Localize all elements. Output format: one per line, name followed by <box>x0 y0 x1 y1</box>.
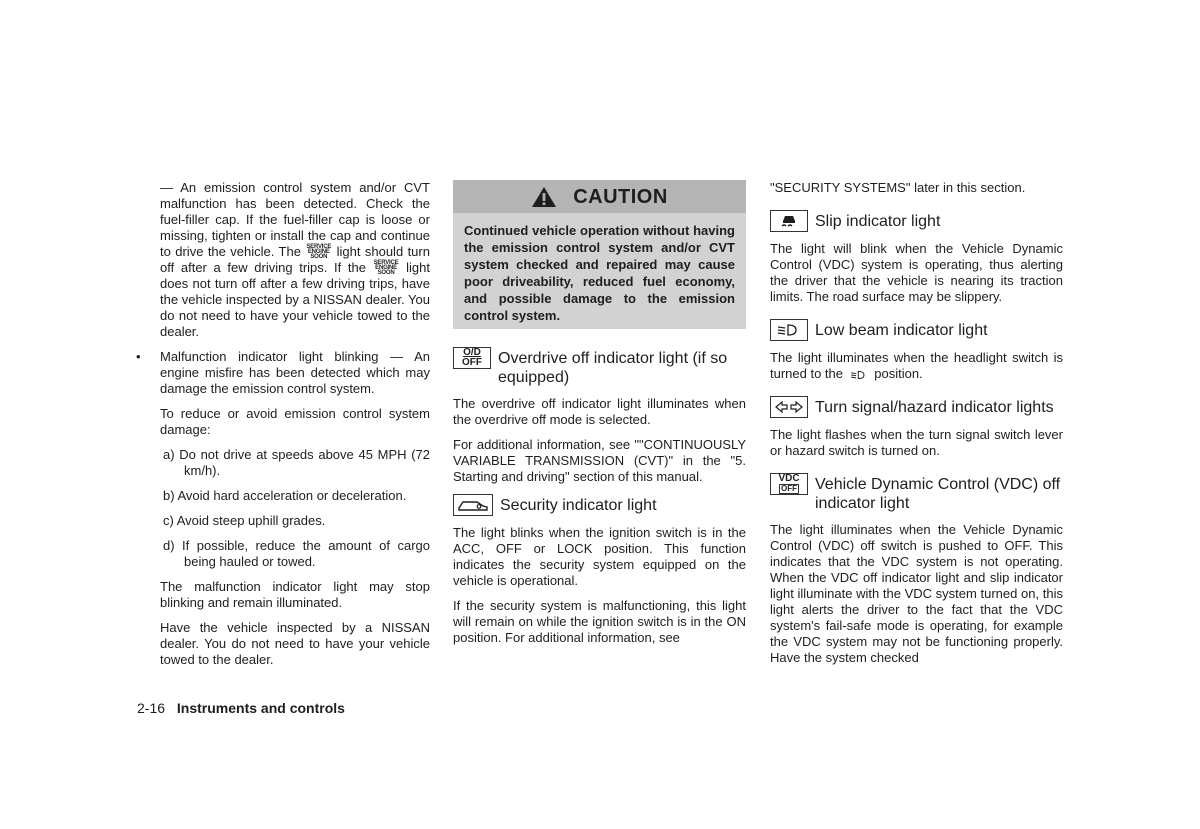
warning-triangle-icon <box>531 186 557 208</box>
paragraph: The malfunction indicator light may stop blinking and remain illuminated. <box>160 579 430 611</box>
paragraph: The overdrive off indicator light illuminates when the overdrive off mode is selected. <box>453 396 746 427</box>
service-engine-soon-icon: SERVICE ENGINE SOON <box>306 244 332 261</box>
paragraph: The light will blink when the Vehicle Dynamic Control (VDC) system is operating, thus alerting the driver that the vehicle is nearing its traction limits. The road surface may be slippery. <box>770 241 1063 304</box>
paragraph: If the security system is malfunctioning, this light will remain on while the ignition switch is in the ON position. For additional information, see <box>453 598 746 645</box>
low-beam-icon <box>847 370 871 380</box>
low-beam-icon <box>770 319 808 341</box>
paragraph: To reduce or avoid emission control system damage: <box>160 406 430 438</box>
security-car-icon <box>453 494 493 516</box>
section-title: Security indicator light <box>500 497 657 514</box>
list-item: d) If possible, reduce the amount of cargo being hauled or towed. <box>163 538 430 570</box>
bullet-item: • Malfunction indicator light blinking — An engine misfire has been detected which may damage the emission control system. <box>136 349 430 397</box>
column-1 <box>136 180 430 677</box>
page-number: 2-16 <box>137 700 166 716</box>
service-engine-soon-icon: SERVICE ENGINE SOON <box>373 260 399 277</box>
caution-text: Continued vehicle operation without having the emission control system and/or CVT system checked and repaired may cause poor driveability, reduced fuel economy, and possible damage to the emission control system. <box>453 213 746 329</box>
od-off-icon: O/D OFF <box>453 347 491 369</box>
slip-icon <box>770 210 808 232</box>
section-title: Low beam indicator light <box>815 322 988 339</box>
paragraph: — An emission control system and/or CVT malfunction has been detected. Check the fuel-filler cap. If the fuel-filler cap is loose or missing, tighten or install the cap and continue to drive the vehicle. The SERVICE ENGINE SOON light should turn off after a few driving trips. If the SERVICE ENGINE SOON light does not turn off after a few driving trips, have the vehicle inspected by a NISSAN dealer. You do not need to have your vehicle towed to the dealer. <box>160 180 430 340</box>
section-heading <box>770 210 1063 232</box>
paragraph: The light flashes when the turn signal switch lever or hazard switch is turned on. <box>770 427 1063 458</box>
section-title: Vehicle Dynamic Control (VDC) off indicator light <box>815 476 1061 512</box>
list-item: a) Do not drive at speeds above 45 MPH (72 km/h). <box>163 447 430 479</box>
paragraph: "SECURITY SYSTEMS" later in this section. <box>770 180 1026 195</box>
section-title: Slip indicator light <box>815 213 941 230</box>
caution-title: CAUTION <box>573 185 668 208</box>
list-item: b) Avoid hard acceleration or deceleration. <box>163 488 407 504</box>
paragraph: The light illuminates when the headlight switch is turned to the position. <box>770 350 1063 381</box>
section-title: Turn signal/hazard indicator lights <box>815 399 1054 416</box>
caution-box <box>453 180 746 329</box>
paragraph: The light blinks when the ignition switch is in the ACC, OFF or LOCK position. This function indicates the security system equipped on the vehicle is operational. <box>453 525 746 588</box>
column-3 <box>770 180 1063 675</box>
section-heading <box>770 319 1063 341</box>
vdc-off-icon: VDC OFF <box>770 473 808 495</box>
paragraph: The light illuminates when the Vehicle Dynamic Control (VDC) off switch is pushed to OFF. This indicates that the VDC system is not operating. When the VDC off indicator light and slip indicator light illuminate with the VDC system turned on, this light alerts the driver to the fact that the VDC system's fail-safe mode is operating, for example the VDC system may not be functioning properly. Have the system checked <box>770 522 1063 665</box>
section-name: Instruments and controls <box>176 700 345 716</box>
section-heading <box>453 494 746 516</box>
section-heading <box>770 473 1063 513</box>
page-footer <box>137 700 345 716</box>
paragraph: For additional information, see ""CONTINUOUSLY VARIABLE TRANSMISSION (CVT)" in the "5. Starting and driving" section of this manual. <box>453 437 746 484</box>
bullet-icon: • <box>136 349 141 365</box>
column-2 <box>453 180 746 655</box>
turn-signal-icon <box>770 396 808 418</box>
section-heading <box>770 396 1063 418</box>
section-title: Overdrive off indicator light (if so equipped) <box>498 350 728 386</box>
section-heading <box>453 347 746 387</box>
caution-header <box>453 180 746 213</box>
list-item: c) Avoid steep uphill grades. <box>163 513 326 529</box>
paragraph: Have the vehicle inspected by a NISSAN dealer. You do not need to have your vehicle towed to the dealer. <box>160 620 430 668</box>
